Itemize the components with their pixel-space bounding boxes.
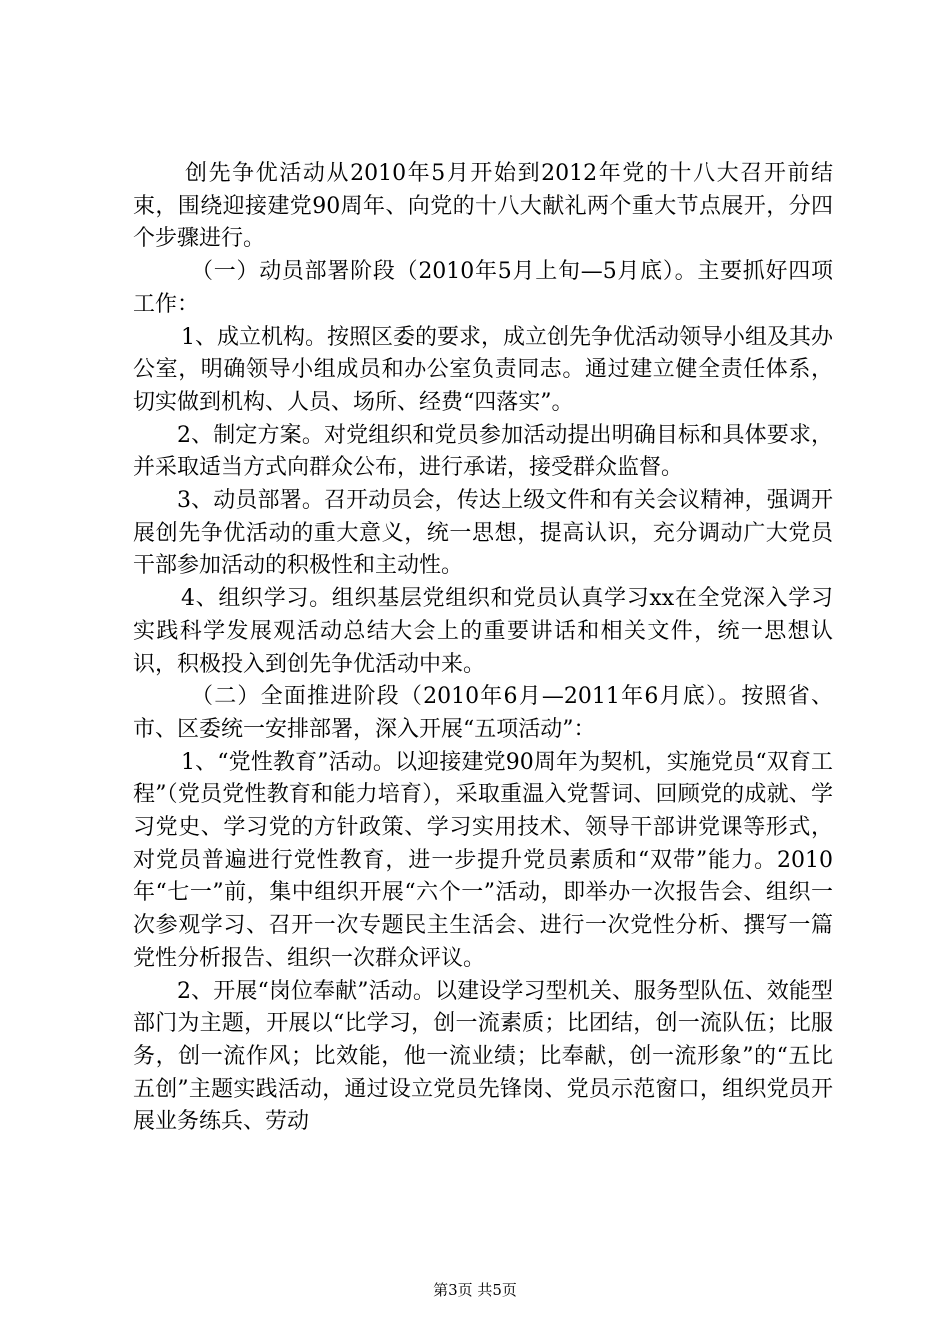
page-number-footer: 第3页 共5页 [433,1281,517,1299]
paragraph: 2、制定方案。对党组织和党员参加活动提出明确目标和具体要求，并采取适当方式向群众公布，进行承诺，接受群众监督。 [133,422,833,481]
paragraph: 3、动员部署。召开动员会，传达上级文件和有关会议精神，强调开展创先争优活动的重大意义，统一思想，提高认识，充分调动广大党员干部参加活动的积极性和主动性。 [133,488,833,579]
paragraph: 2、开展“岗位奉献”活动。以建设学习型机关、服务型队伍、效能型部门为主题，开展以“比学习，创一流素质；比团结，创一流队伍；比服务，创一流作风；比效能，他一流业绩；比奉献，创一流形象”的“五比五创”主题实践活动，通过设立党员先锋岗、党员示范窗口，组织党员开展业务练兵、劳动 [133,978,833,1135]
paragraph: 1、成立机构。按照区委的要求，成立创先争优活动领导小组及其办公室，明确领导小组成员和办公室负责同志。通过建立健全责任体系，切实做到机构、人员、场所、经费“四落实”。 [133,324,833,415]
paragraph: （二）全面推进阶段（2010年6月—2011年6月底）。按照省、市、区委统一安排部署，深入开展“五项活动”： [133,684,833,742]
paragraph: 4、组织学习。组织基层党组织和党员认真学习xx在全党深入学习实践科学发展观活动总结大会上的重要讲话和相关文件，统一思想认识，积极投入到创先争优活动中来。 [133,586,833,677]
paragraph: 1、“党性教育”活动。以迎接建党90周年为契机，实施党员“双育工程”（党员党性教育和能力培育），采取重温入党誓词、回顾党的成就、学习党史、学习党的方针政策、学习实用技术、领导干部讲党课等形式，对党员普遍进行党性教育，进一步提升党员素质和“双带”能力。2010年“七一”前，集中组织开展“六个一”活动，即举办一次报告会、组织一次参观学习、召开一次专题民主生活会、进行一次党性分析、撰写一篇党性分析报告、组织一次群众评议。 [133,749,833,971]
paragraph: （一）动员部署阶段（2010年5月上旬—5月底）。主要抓好四项工作： [133,259,833,317]
document-body [133,158,833,1139]
paragraph: 创先争优活动从2010年5月开始到2012年党的十八大召开前结束，围绕迎接建党90周年、向党的十八大献礼两个重大节点展开，分四个步骤进行。 [133,161,833,252]
